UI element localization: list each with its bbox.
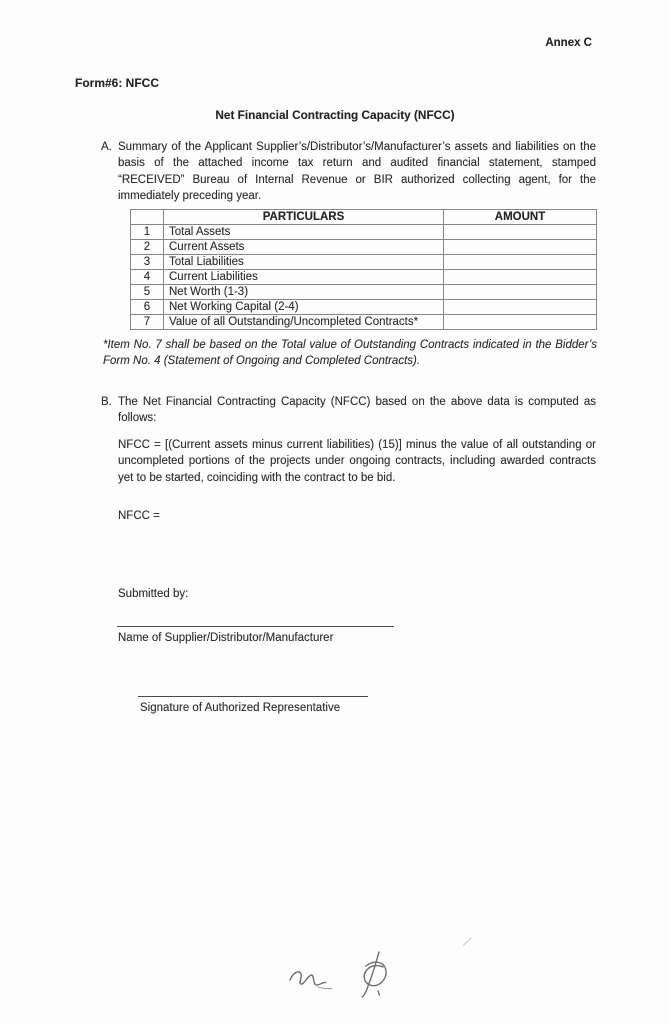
amount-cell xyxy=(444,315,597,330)
particulars-cell: Current Liabilities xyxy=(164,270,444,285)
form-number-label: Form#6: NFCC xyxy=(75,76,160,90)
row-number-cell: 1 xyxy=(131,225,164,240)
authorized-signature-line xyxy=(138,696,368,697)
amount-cell xyxy=(444,285,597,300)
table-row xyxy=(131,255,597,270)
section-b xyxy=(101,394,596,427)
faint-pen-mark xyxy=(458,934,478,950)
submitted-by-label: Submitted by: xyxy=(118,588,189,600)
name-signature-line xyxy=(117,626,394,627)
nfcc-formula: NFCC = [(Current assets minus current liabilities) (15)] minus the value of all outstanding or uncompleted portions of the projects under ongoing contracts, including awarded contracts yet to be started, coinciding with the contract to be bid. xyxy=(118,439,596,484)
table-row xyxy=(131,225,597,240)
amount-cell xyxy=(444,240,597,255)
particulars-cell: Value of all Outstanding/Uncompleted Contracts* xyxy=(164,315,444,330)
table-row xyxy=(131,315,597,330)
row-number-cell: 3 xyxy=(131,255,164,270)
row-number-cell: 4 xyxy=(131,270,164,285)
row-number-cell: 5 xyxy=(131,285,164,300)
section-a-text: Summary of the Applicant Supplier’s/Distributor’s/Manufacturer’s assets and liabilities on the basis of the attached income tax return and audited financial statement, stamped “RECEIVED” Bureau of Internal Revenue or BIR authorized collecting agent, for the immediately preceding year. xyxy=(118,141,596,203)
amount-cell xyxy=(444,255,597,270)
particulars-header-cell: PARTICULARS xyxy=(164,210,444,225)
amount-cell xyxy=(444,270,597,285)
table-row xyxy=(131,240,597,255)
particulars-cell: Net Working Capital (2-4) xyxy=(164,300,444,315)
particulars-cell: Total Liabilities xyxy=(164,255,444,270)
row-number-cell: 6 xyxy=(131,300,164,315)
amount-cell xyxy=(444,225,597,240)
particulars-cell: Current Assets xyxy=(164,240,444,255)
row-number-cell: 7 xyxy=(131,315,164,330)
document-title: Net Financial Contracting Capacity (NFCC) xyxy=(215,108,455,122)
table-row xyxy=(131,270,597,285)
particulars-cell: Net Worth (1-3) xyxy=(164,285,444,300)
section-b-intro: The Net Financial Contracting Capacity (NFCC) based on the above data is computed as follows: xyxy=(118,396,596,425)
nfcc-table xyxy=(130,209,597,330)
signature-caption: Signature of Authorized Representative xyxy=(140,702,341,714)
handwritten-initials xyxy=(262,930,442,1015)
number-header-cell xyxy=(131,210,164,225)
table-row xyxy=(131,285,597,300)
section-b-label: B. xyxy=(101,396,112,408)
table-row xyxy=(131,300,597,315)
particulars-cell: Total Assets xyxy=(164,225,444,240)
table-footnote: *Item No. 7 shall be based on the Total value of Outstanding Contracts indicated in the Bidder’s Form No. 4 (Statement of Ongoing and Completed Contracts). xyxy=(103,339,597,368)
section-a-label: A. xyxy=(101,141,112,153)
name-caption: Name of Supplier/Distributor/Manufacturer xyxy=(118,632,334,644)
annex-label: Annex C xyxy=(545,37,592,49)
table-header-row xyxy=(131,210,597,225)
amount-cell xyxy=(444,300,597,315)
section-a xyxy=(101,139,596,205)
row-number-cell: 2 xyxy=(131,240,164,255)
amount-header-cell: AMOUNT xyxy=(444,210,597,225)
nfcc-equals-line: NFCC = xyxy=(118,510,160,522)
